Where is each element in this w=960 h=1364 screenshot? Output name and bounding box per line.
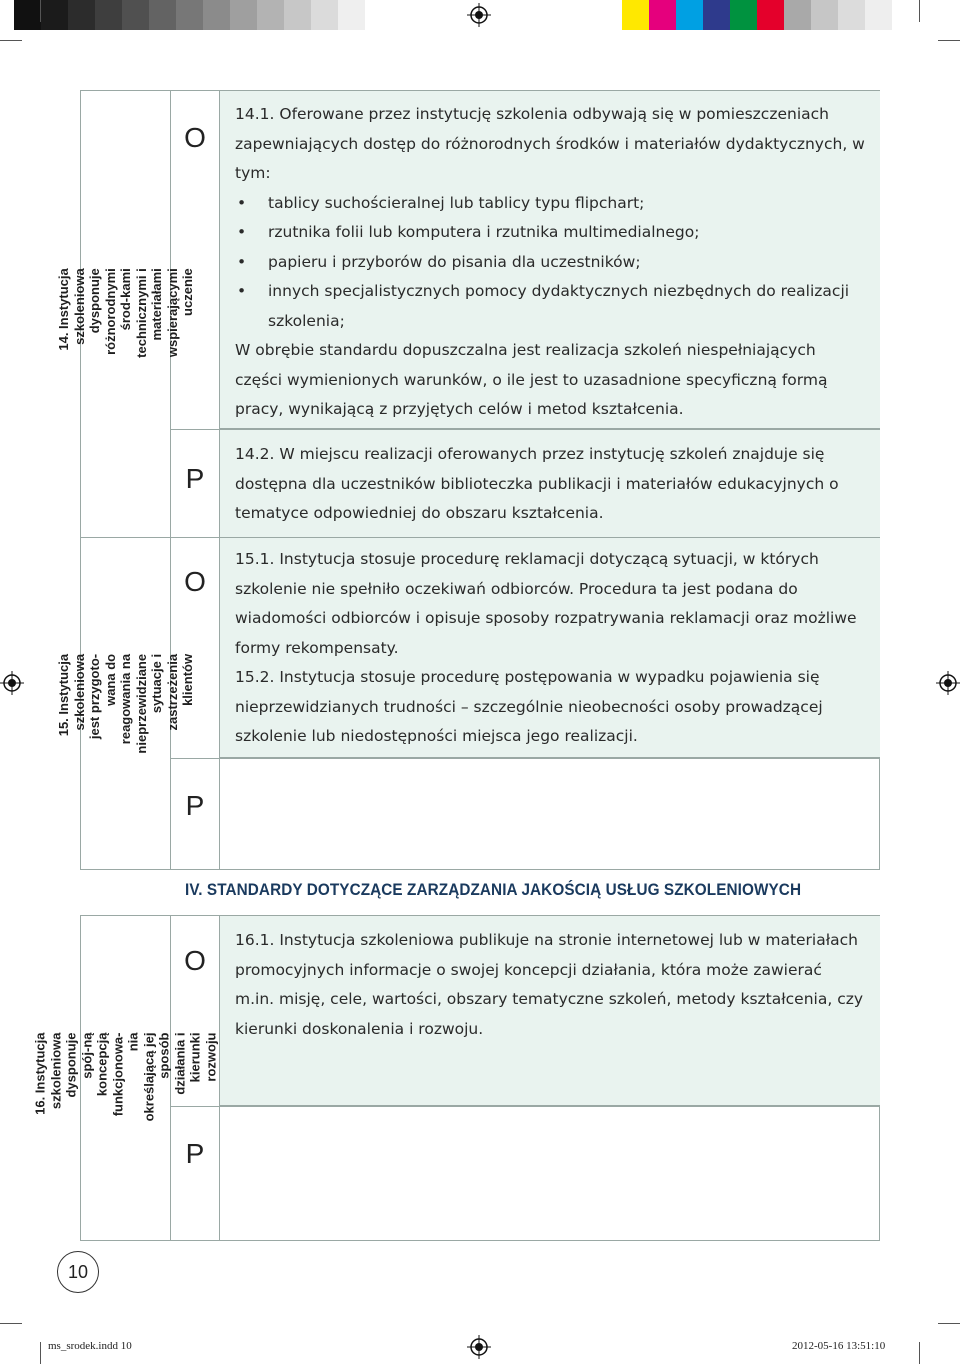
trim-mark [0,40,22,41]
row-16-label: 16. Instytucja szkoleniowa dysponuje spój-ną koncepcją funkcjonowa-nia określającą jej sposób działania i kierunki rozwoju [32,1032,218,1122]
row-16-o-text: 16.1. Instytucja szkoleniowa publikuje na stronie internetowej lub w materiałach promocyjnych informacje o swojej koncepcji działania, która może zawierać m.in. misję, cele, wartości, obszary tematyczne szkoleń, metody kształcenia, czy kierunki doskonalenia i rozwoju. [235,931,864,1038]
cmyk-color-bar [622,0,892,30]
list-item: • papieru i przyborów do pisania dla uczestników; [235,248,865,278]
row-16-label-wrap [32,915,218,1241]
registration-mark-icon [0,671,24,695]
row-14-o-text [235,100,865,425]
list-item: • tablicy suchościeralnej lub tablicy typu flipchart; [235,189,865,219]
slug-date: 2012-05-16 13:51:10 [792,1340,886,1352]
trim-mark [919,0,920,22]
registration-mark-icon [467,1335,491,1359]
row-14-o-code: O [184,122,206,153]
row-14-o-bullets [235,189,865,337]
row-14-label-wrap [55,90,195,537]
row-15-label-wrap [55,538,195,870]
page-number: 10 [57,1251,99,1293]
row-15-o-text-1: 15.1. Instytucja stosuje procedurę reklamacji dotyczącą sytuacji, w których szkolenie nie spełniło oczekiwań odbiorców. Procedura ta jest podana do wiadomości odbiorców i opisuje sposoby rozpatrywania reklamacji oraz możliwe formy rekompensaty. [235,550,857,657]
row-15-o-text [235,545,865,752]
row-15-o-text-2: 15.2. Instytucja stosuje procedurę postępowania w wypadku pojawienia się nieprzewidzianych trudności – szczególnie nieobecności osoby prowadzącej szkolenie lub niedostępności miejsca jego realizacji. [235,668,823,745]
row-15-label: 15. Instytucja szkoleniowa jest przygoto-wana do reagowania na nieprzewidziane sytuacje i zastrzeżenia klientów [55,654,195,754]
trim-mark [40,0,41,22]
slug-file: ms_srodek.indd 10 [48,1340,132,1352]
row-14-p-code: P [185,463,205,494]
row-14-o-outro: W obrębie standardu dopuszczalna jest realizacja szkoleń niespełniających części wymienionych warunków, o ile jest to uzasadnione specyficzną formą pracy, wynikającą z przyjętych celów i metod kształcenia. [235,341,828,418]
row-16-o-code: O [184,945,206,976]
row-15-p-code: P [185,790,205,821]
trim-mark [938,40,960,41]
trim-mark [0,1323,22,1324]
row-16-p-code: P [185,1138,205,1169]
gray-color-bar [14,0,365,30]
row-14-label: 14. Instytucja szkoleniowa dysponuje różnorodnymi środ-kami technicznymi i materiałami wspierającymi uczenie [55,268,195,358]
trim-mark [938,1323,960,1324]
trim-mark [40,1342,41,1364]
row-14-o-intro: 14.1. Oferowane przez instytucję szkolenia odbywają się w pomieszczeniach zapewniających dostęp do różnorodnych środków i materiałów dydaktycznych, w tym: [235,105,865,182]
list-item: • innych specjalistycznych pomocy dydaktycznych niezbędnych do realizacji szkolenia; [235,277,865,336]
trim-mark [919,1342,920,1364]
registration-mark-icon [467,3,491,27]
registration-mark-icon [936,671,960,695]
section-heading: IV. STANDARDY DOTYCZĄCE ZARZĄDZANIA JAKOŚCIĄ USŁUG SZKOLENIOWYCH [185,880,802,899]
row-15-o-code: O [184,566,206,597]
row-14-p-text: 14.2. W miejscu realizacji oferowanych przez instytucję szkoleń znajduje się dostępna dla uczestników biblioteczka publikacji i materiałów edukacyjnych o tematyce odpowiedniej do obszaru kształcenia. [235,445,839,522]
list-item: • rzutnika folii lub komputera i rzutnika multimedialnego; [235,218,865,248]
